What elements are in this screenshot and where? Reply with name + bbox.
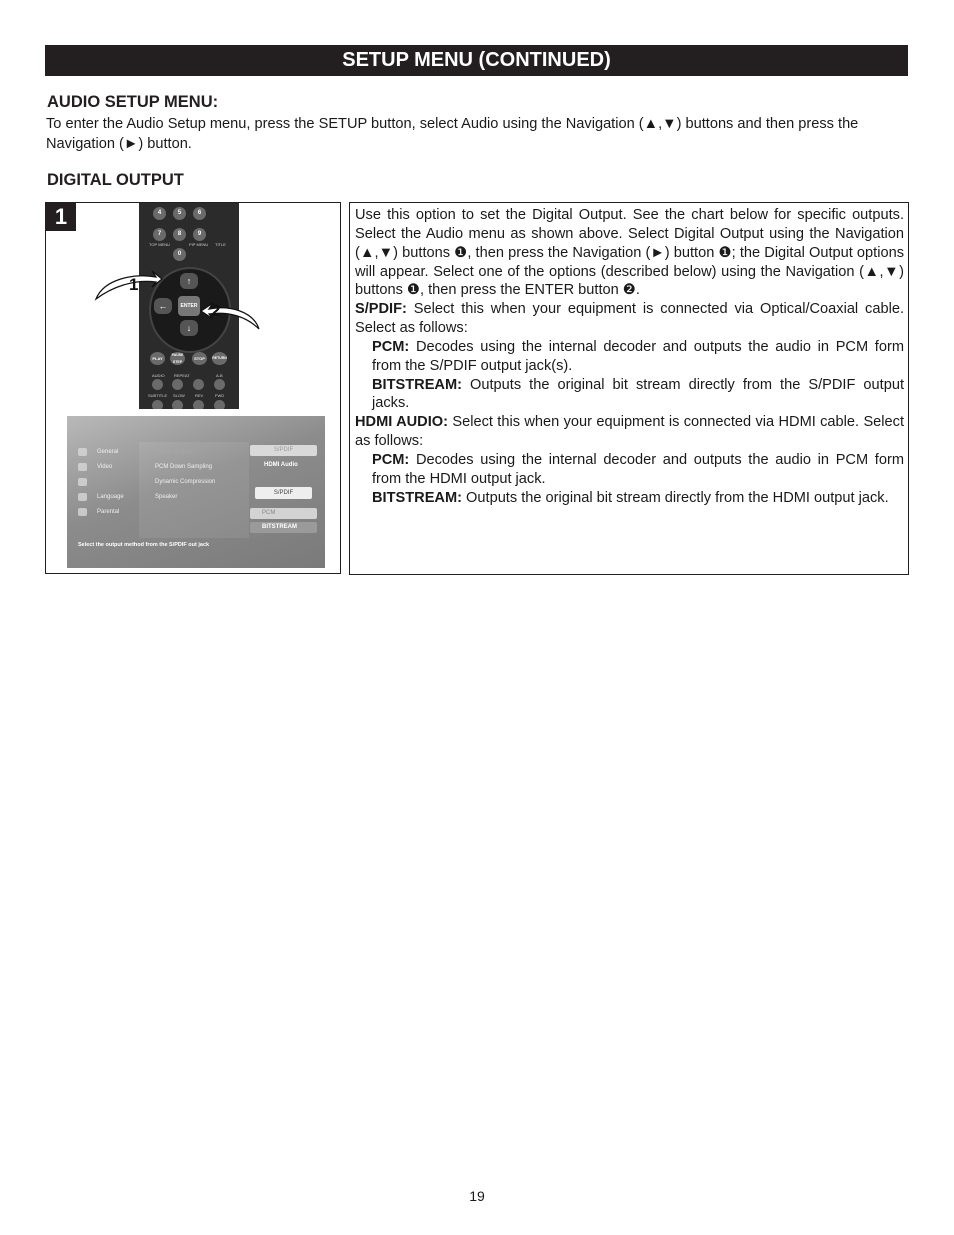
remote-key-5: 5: [173, 207, 186, 220]
osd-general-icon: [78, 448, 87, 456]
osd-footer-hint: Select the output method from the S/PDIF out jack: [78, 542, 210, 548]
remote-key-9: 9: [193, 228, 206, 241]
remote-label-pip-menu: PIP MENU: [189, 242, 209, 247]
osd-menu-video: Video: [97, 464, 113, 470]
nav-up-icon: ↑: [180, 273, 198, 289]
osd-option-pcm: PCM: [250, 508, 317, 519]
remote-key-4: 4: [153, 207, 166, 220]
osd-audio-icon: [78, 478, 87, 486]
osd-menu-parental: Parental: [97, 509, 120, 515]
description-box: [349, 202, 909, 575]
hdmi-pcm-text: Decodes using the internal decoder and outputs the audio in PCM form from the HDMI output jack.: [372, 451, 904, 487]
remote-key-slow: [172, 400, 183, 409]
spdif-text: Select this when your equipment is connected via Optical/Coaxial cable. Select as follows:: [355, 301, 904, 337]
remote-play-key: PLAY: [150, 352, 165, 365]
osd-menu-audio: Audio: [97, 479, 113, 485]
illustration-box: [45, 202, 341, 574]
remote-label-a-b: A-B: [216, 373, 223, 378]
remote-key-next: [214, 379, 225, 390]
remote-label-slow: SLOW: [173, 393, 185, 398]
hdmi-text: Select this when your equipment is connected via HDMI cable. Select as follows:: [355, 414, 905, 450]
spdif-paragraph: [355, 300, 904, 338]
osd-parental-icon: [78, 508, 87, 516]
step-number: 1: [46, 203, 76, 231]
remote-label-subtitle: SUBTITLE: [148, 393, 168, 398]
osd-option-hdmi-audio: HDMI Audio: [264, 462, 298, 468]
remote-return-key: RETURN: [212, 352, 227, 365]
osd-option-spdif-top: S/PDIF: [250, 445, 317, 456]
page-number: 19: [469, 1188, 485, 1204]
spdif-pcm-paragraph: [355, 338, 904, 376]
remote-enter-key: ENTER: [178, 296, 200, 316]
hdmi-pcm-paragraph: [355, 451, 904, 489]
hdmi-label: HDMI AUDIO:: [355, 414, 448, 431]
remote-key-subtitle: [152, 400, 163, 409]
osd-option-bitstream: BITSTREAM: [250, 522, 317, 533]
hdmi-pcm-label: PCM:: [372, 451, 410, 468]
remote-key-8: 8: [173, 228, 186, 241]
spdif-pcm-text: Decodes using the internal decoder and outputs the audio in PCM form from the S/PDIF output jack(s).: [372, 338, 904, 374]
remote-label-top-menu: TOP MENU: [149, 242, 170, 247]
remote-stop-key: STOP: [192, 352, 207, 365]
digital-output-description: Use this option to set the Digital Output. See the chart below for specific outputs. Select the Audio menu as shown above. Select Digital Output using the Navigation (▲,▼) buttons ❶, then press the Navigation (►) button ❶; the Digital Output options will appear. Select one of the options (described below) using the Navigation (▲,▼) buttons ❶, then press the ENTER button ❷.: [355, 207, 904, 299]
spdif-bitstream-text: Outputs the original bit stream directly from the S/PDIF output jacks.: [372, 376, 904, 412]
osd-video-icon: [78, 463, 87, 471]
callout-number-2: 2: [211, 301, 221, 320]
osd-language-icon: [78, 493, 87, 501]
remote-label-audio: AUDIO: [152, 373, 165, 378]
remote-key-rev: [193, 400, 204, 409]
remote-key-0: 0: [173, 248, 186, 261]
remote-label-fwd: FWD: [215, 393, 225, 398]
remote-label-title: TITLE: [215, 242, 226, 247]
nav-left-icon: ←: [154, 298, 172, 314]
spdif-pcm-label: PCM:: [372, 338, 410, 355]
callout-number-1: 1: [129, 275, 139, 294]
spdif-bitstream-label: BITSTREAM:: [372, 376, 462, 393]
remote-key-fwd: [214, 400, 225, 409]
setup-menu-screenshot: [67, 416, 325, 568]
remote-label-rev: REV: [195, 393, 204, 398]
osd-setting-dynamic-compression: Dynamic Compression: [155, 479, 216, 485]
hdmi-bitstream-label: BITSTREAM:: [372, 489, 462, 506]
osd-setting-speaker: Speaker: [155, 494, 178, 500]
page-banner: SETUP MENU (CONTINUED): [45, 45, 908, 76]
osd-menu-language: Language: [97, 494, 124, 500]
digital-output-heading: DIGITAL OUTPUT: [47, 171, 184, 189]
remote-key-audio: [152, 379, 163, 390]
remote-key-6: 6: [193, 207, 206, 220]
remote-label-repeat: REPEAT: [174, 373, 190, 378]
osd-menu-general: General: [97, 449, 119, 455]
audio-setup-intro: To enter the Audio Setup menu, press the SETUP button, select Audio using the Navigation (▲,▼) buttons and then press the Navigation (►) button.: [46, 116, 859, 152]
remote-pause-key: PAUSE STEP: [171, 353, 184, 364]
osd-option-spdif: S/PDIF: [255, 487, 312, 499]
hdmi-paragraph: [355, 413, 904, 451]
remote-key-prev: [193, 379, 204, 390]
osd-settings-panel: [139, 442, 249, 538]
spdif-label: S/PDIF:: [355, 301, 407, 318]
callout-arrow-2-icon: [199, 301, 261, 331]
remote-key-7: 7: [153, 228, 166, 241]
spdif-bitstream-paragraph: [355, 376, 904, 414]
remote-key-repeat: [172, 379, 183, 390]
hdmi-bitstream-paragraph: [355, 489, 904, 508]
hdmi-bitstream-text: Outputs the original bit stream directly from the HDMI output jack.: [462, 489, 889, 506]
nav-down-icon: ↓: [180, 320, 198, 336]
osd-setting-pcm-down-sampling: PCM Down Sampling: [155, 464, 213, 470]
audio-setup-heading: AUDIO SETUP MENU:: [47, 93, 219, 111]
osd-setting-digital-output: Digital Output: [155, 449, 192, 455]
